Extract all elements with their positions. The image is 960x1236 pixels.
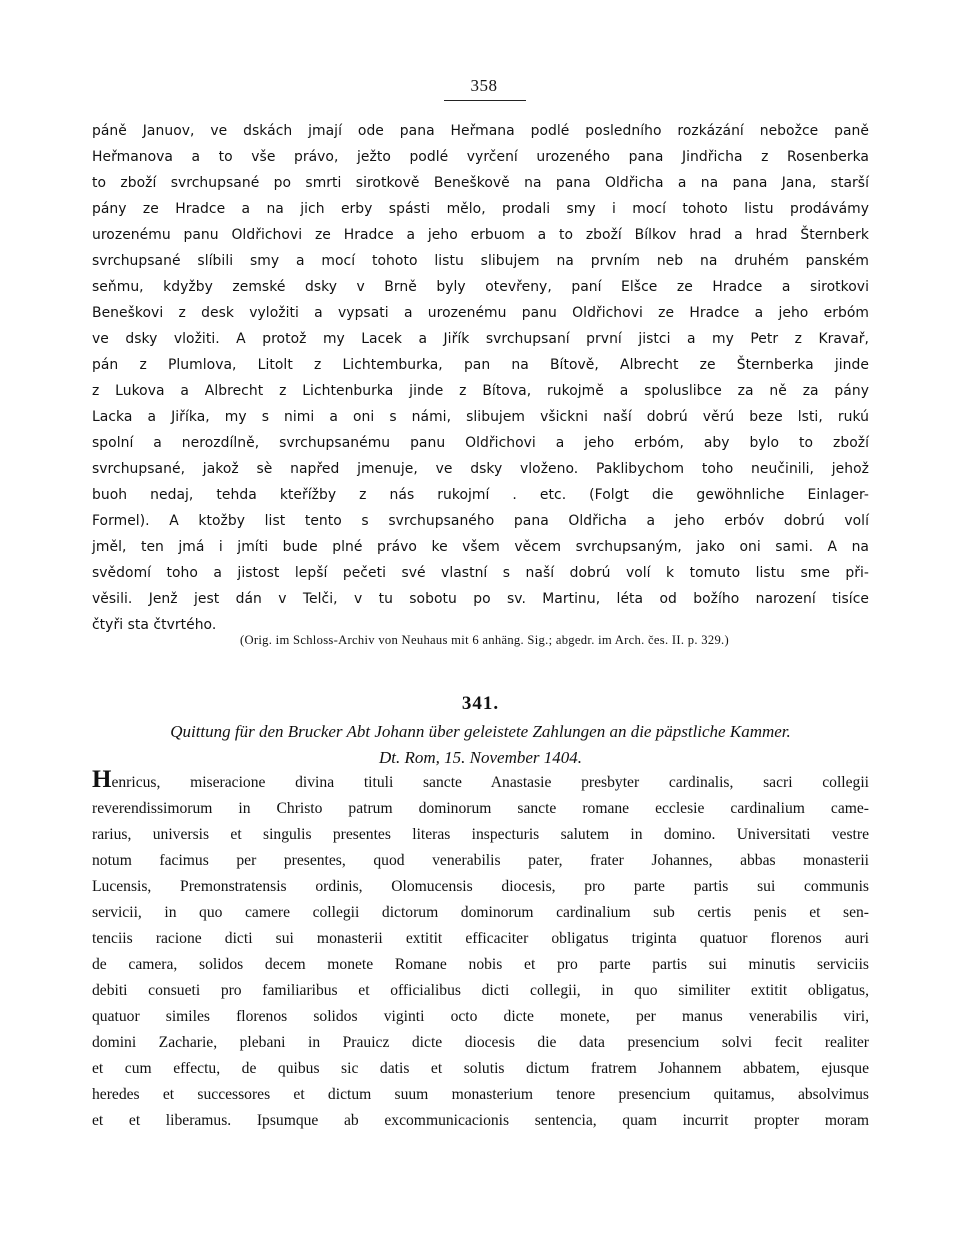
text-line: z Lukova a Albrecht z Lichtenburka jinde z Bítova, rukojmě a spoluslibce za ně za pány xyxy=(92,383,869,399)
source-note: (Orig. im Schloss-Archiv von Neuhaus mit 6 anhäng. Sig.; abgedr. im Arch. čes. II. p. 329.) xyxy=(240,633,729,647)
text-line: svrchupsané slíbili smy a mocí tohoto listu slibujem na prvním neb na druhém panském xyxy=(92,253,869,269)
text-line: tenciis racione dicti sui monasterii extitit efficaciter obligatus triginta quatuor florenos auri xyxy=(92,930,869,947)
text-line: heredes et successores et dictum suum monasterium tenore presencium quitamus, absolvimus xyxy=(92,1086,869,1103)
text-line: notum facimus per presentes, quod venerabilis pater, frater Johannes, abbas monasterii xyxy=(92,852,869,869)
document-number: 341. xyxy=(461,693,500,714)
page-number-rule xyxy=(444,100,526,101)
text-line: svědomí toho a jistost lepší pečeti své vlastní s naší dobrú volí k tomuto listu sme při- xyxy=(92,565,869,581)
text-line: ve dsky vložiti. A protož my Lacek a Jiřík svrchupsaní první jistci a my Petr z Kravař, xyxy=(92,331,869,347)
text-line: et cum effectu, de quibus sic datis et solutis dictum fratrem Johannem abbatem, ejusque xyxy=(92,1060,869,1077)
text-line: Heřmanova a to vše právo, ježto podlé vyrčení urozeného pana Jindřicha z Rosenberka xyxy=(92,149,869,165)
text-line: debiti consueti pro familiaribus et officialibus dicti collegii, in quo similiter extitit obligatus, xyxy=(92,982,869,999)
text-line: jměl, ten jmá i jmíti bude plné právo ke všem věcem svrchupsaným, jako oni sami. A na xyxy=(92,539,869,555)
czech-text-block xyxy=(92,118,869,638)
text-line: quatuor similes florenos solidos viginti octo dicte monete, per manus venerabilis viri, xyxy=(92,1008,869,1025)
text-line: Beneškovi z desk vyložiti a vypsati a urozenému panu Oldřichovi ze Hradce a jeho erbóm xyxy=(92,305,869,321)
text-line: spolní a nerozdílně, svrchupsanému panu Oldřichovi a jeho erbóm, aby bylo to zboží xyxy=(92,435,869,451)
text-line: urozenému panu Oldřichovi ze Hradce a jeho erbuom a to zboží Bílkov hrad a hrad Šternberk xyxy=(92,227,869,243)
text-line: pány ze Hradce a na jich erby spásti mělo, prodali smy i mocí tohoto listu prodávámy xyxy=(92,201,869,217)
text-line: rarius, universis et singulis presentes literas inspecturis salutem in domino. Universitati vestre xyxy=(92,826,869,843)
document-heading: Quittung für den Brucker Abt Johann über geleistete Zahlungen an die päpstliche Kammer. xyxy=(170,722,791,741)
page-number: 358 xyxy=(470,76,498,95)
text-line: to zboží svrchupsané po smrti sirotkově Beneškově na pana Oldřicha a na pana Jana, starší xyxy=(92,175,869,191)
text-line: Lacka a Jiříka, my s nimi a oni s námi, slibujem všickni naší dobrú věrú beze lsti, rukú xyxy=(92,409,869,425)
text-line: čtyři sta čtvrtého. xyxy=(92,617,217,633)
text-line: seňmu, kdyžby zemské dsky v Brně byly otevřeny, paní Elšce ze Hradce a sirotkovi xyxy=(92,279,869,295)
text-line: svrchupsané, jakož sè napřed jmenuje, ve dsky vloženo. Paklibychom toho neučinili, jehož xyxy=(92,461,869,477)
drop-cap: H xyxy=(92,766,112,793)
text-line: páně Januov, ve dskách jmají ode pana Heřmana podlé posledního rozkázání nebožce paně xyxy=(92,123,869,139)
text-line: Formel). A ktožby list tento s svrchupsaného pana Oldřicha a jeho erbóv dobrú volí xyxy=(92,513,869,529)
text-line: et et liberamus. Ipsumque ab excommunicacionis sentencia, quam incurrit propter moram xyxy=(92,1112,869,1129)
text-line-rest: enricus, miseracione divina tituli sancte Anastasie presbyter cardinalis, sacri collegii xyxy=(111,774,869,791)
text-line: domini Zacharie, plebani in Prauicz dicte diocesis die data presencium solvi fecit realiter xyxy=(92,1034,869,1051)
text-line xyxy=(92,766,869,796)
text-line: de camera, solidos decem monete Romane nobis et pro parte partis sui minutis serviciis xyxy=(92,956,869,973)
text-line: buoh nedaj, tehda kteřížby z nás rukojmí . etc. (Folgt die gewöhnliche Einlager- xyxy=(92,487,869,503)
document-date: Dt. Rom, 15. November 1404. xyxy=(378,748,583,767)
text-line: Lucensis, Premonstratensis ordinis, Olomucensis diocesis, pro parte partis sui communis xyxy=(92,878,869,895)
text-line: servicii, in quo camere collegii dictorum dominorum cardinalium sub certis penis et sen- xyxy=(92,904,869,921)
text-line: pán z Plumlova, Litolt z Lichtemburka, pan na Bítově, Albrecht ze Šternberka jinde xyxy=(92,357,869,373)
latin-text-block xyxy=(92,766,869,1134)
text-line: věsili. Jenž jest dán v Telči, v tu sobotu po sv. Martinu, léta od božího narození tisíce xyxy=(92,591,869,607)
text-line: reverendissimorum in Christo patrum dominorum sancte romane ecclesie cardinalium came- xyxy=(92,800,869,817)
